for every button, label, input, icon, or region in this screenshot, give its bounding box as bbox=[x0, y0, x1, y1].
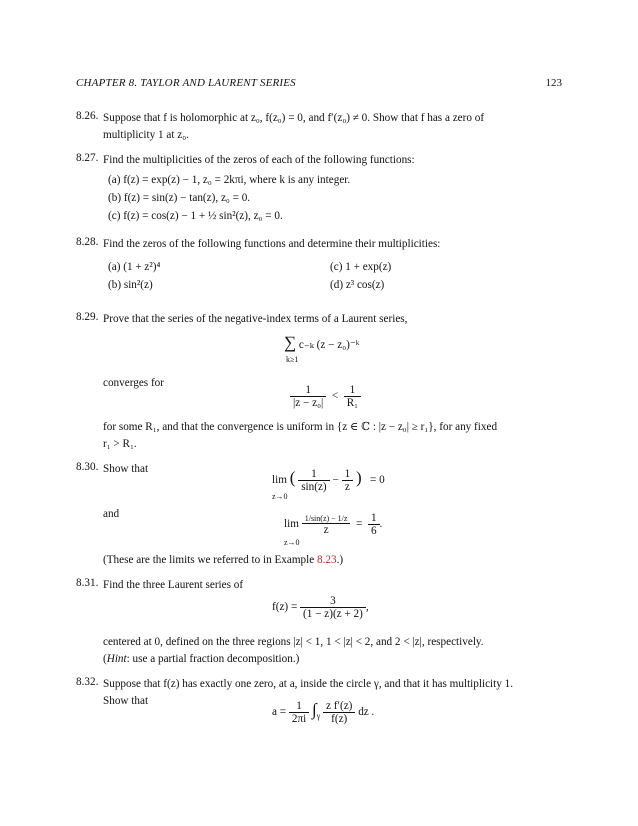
problem-8-28-col2 bbox=[330, 258, 391, 294]
fraction bbox=[289, 700, 309, 725]
problem-text: for some R₁, and that the convergence is uniform in {z ∈ ℂ : |z − z₀| ≥ r₁}, for any fixed bbox=[103, 421, 498, 433]
fraction bbox=[290, 384, 326, 409]
problem-8-31-cont bbox=[76, 634, 562, 668]
list-item: (c) 1 + exp(z) bbox=[330, 261, 392, 273]
problem-number: 8.26. bbox=[76, 110, 99, 122]
hint-text: (Hint: use a partial fraction decomposition.) bbox=[103, 653, 300, 665]
sum-symbol: ∑ bbox=[284, 333, 297, 352]
problem-text: r₁ > R₁. bbox=[103, 438, 137, 450]
hint-body: : use a partial fraction decomposition.) bbox=[126, 653, 300, 665]
numerator: 3 bbox=[300, 595, 366, 608]
fraction bbox=[342, 468, 354, 493]
limit-subscript: z→0 bbox=[284, 538, 300, 547]
period: . bbox=[379, 518, 383, 531]
problem-text: Suppose that f is holomorphic at z₀, f(z₀) = 0, and f′(z₀) ≠ 0. Show that f has a zero of bbox=[103, 112, 485, 124]
problem-8-29-cont bbox=[76, 419, 562, 453]
laurent-equation bbox=[272, 595, 369, 620]
integral-equation bbox=[272, 700, 374, 725]
problem-text: and bbox=[103, 508, 120, 520]
denominator: z bbox=[323, 523, 329, 536]
running-header bbox=[76, 77, 562, 93]
note-prefix: (These are the limits we referred to in Example bbox=[103, 554, 318, 566]
operator: < bbox=[331, 390, 339, 403]
problem-number: 8.32. bbox=[76, 676, 99, 688]
problem-8-27 bbox=[76, 152, 562, 169]
numerator: z f′(z) bbox=[323, 700, 355, 713]
fraction bbox=[368, 512, 380, 537]
problem-8-31 bbox=[76, 577, 562, 594]
limit-equation-1: lim ( $\frac{1}{\sin(z)}$ − $\frac{1}{z}$ ) = 0 bbox=[272, 468, 385, 493]
problem-text: Suppose that f(z) has exactly one zero, at a, inside the circle γ, and that it has multiplicity 1. bbox=[103, 678, 514, 690]
problem-8-28-col1 bbox=[108, 258, 160, 294]
problem-text: Show that bbox=[103, 695, 149, 707]
fraction bbox=[302, 514, 351, 536]
numerator: 1 bbox=[298, 468, 329, 481]
problem-text: Show that bbox=[103, 463, 149, 475]
problem-number: 8.30. bbox=[76, 461, 99, 473]
problem-number: 8.28. bbox=[76, 236, 99, 248]
numerator: 1 bbox=[342, 468, 354, 481]
problem-text: Prove that the series of the negative-index terms of a Laurent series, bbox=[103, 313, 408, 325]
lhs: a = bbox=[272, 706, 287, 719]
denominator: 6 bbox=[370, 525, 377, 537]
fraction bbox=[300, 595, 366, 620]
comma: , bbox=[365, 601, 369, 614]
operator: − bbox=[332, 474, 339, 487]
limit-subscript: z→0 bbox=[272, 492, 288, 501]
numerator: 1 bbox=[344, 384, 361, 397]
lim-operator: lim bbox=[272, 474, 287, 487]
denominator: (1 − z)(z + 2) bbox=[303, 608, 363, 620]
limit-equation-2 bbox=[284, 512, 382, 537]
contour-label: γ bbox=[316, 711, 321, 721]
note-suffix: .) bbox=[336, 554, 344, 566]
denominator: z bbox=[344, 481, 350, 493]
problem-number: 8.29. bbox=[76, 311, 99, 323]
page-number: 123 bbox=[545, 77, 562, 89]
list-item: (c) f(z) = cos(z) − 1 + ½ sin²(z), z₀ = 0. bbox=[108, 210, 283, 222]
fraction bbox=[323, 700, 355, 725]
lhs: f(z) = bbox=[272, 601, 298, 614]
numerator: 1/sin(z) − 1/z bbox=[302, 514, 351, 524]
denominator: R₁ bbox=[346, 397, 359, 409]
integral-symbol: ∫ bbox=[312, 700, 317, 720]
problem-text: Find the three Laurent series of bbox=[103, 579, 244, 591]
problem-text: centered at 0, defined on the three regions |z| < 1, 1 < |z| < 2, and 2 < |z|, respectively. bbox=[103, 636, 484, 648]
problem-8-29 bbox=[76, 311, 562, 328]
list-item: (d) z³ cos(z) bbox=[330, 279, 385, 291]
numerator: 1 bbox=[290, 384, 326, 397]
result: = 0 bbox=[370, 474, 385, 487]
numerator: 1 bbox=[368, 512, 380, 525]
denominator: sin(z) bbox=[301, 481, 327, 493]
series-term: c₋ₖ (z − z₀)⁻ᵏ bbox=[298, 339, 360, 351]
list-item: (a) f(z) = exp(z) − 1, z₀ = 2kπi, where k is any integer. bbox=[108, 174, 351, 186]
problem-8-27-items bbox=[108, 171, 350, 225]
problem-text: Find the zeros of the following functions and determine their multiplicities: bbox=[103, 238, 441, 250]
list-item: (b) f(z) = sin(z) − tan(z), z₀ = 0. bbox=[108, 192, 251, 204]
numerator: 1 bbox=[289, 700, 309, 713]
denominator: f(z) bbox=[331, 713, 348, 725]
lim-operator: lim bbox=[284, 518, 299, 531]
fraction bbox=[298, 468, 329, 493]
problem-text: Find the multiplicities of the zeros of each of the following functions: bbox=[103, 154, 415, 166]
denominator: 2πi bbox=[291, 713, 307, 725]
inequality bbox=[290, 384, 361, 409]
series-equation bbox=[284, 333, 359, 353]
denominator: |z − z₀| bbox=[293, 397, 324, 409]
sum-index: k≥1 bbox=[286, 355, 299, 364]
problem-text: multiplicity 1 at z₀. bbox=[103, 129, 189, 141]
problem-number: 8.27. bbox=[76, 152, 99, 164]
differential: dz . bbox=[358, 706, 375, 719]
list-item: (a) (1 + z²)⁴ bbox=[108, 261, 161, 273]
problem-number: 8.31. bbox=[76, 577, 99, 589]
problem-8-26 bbox=[76, 110, 562, 144]
fraction bbox=[344, 384, 361, 409]
example-link[interactable]: 8.23 bbox=[317, 554, 337, 566]
chapter-title: CHAPTER 8. TAYLOR AND LAURENT SERIES bbox=[76, 77, 296, 89]
operator: = bbox=[356, 518, 363, 531]
note-text bbox=[76, 552, 562, 569]
hint-label: Hint bbox=[106, 653, 127, 665]
problem-8-28 bbox=[76, 236, 562, 253]
list-item: (b) sin²(z) bbox=[108, 279, 153, 291]
problem-text: converges for bbox=[103, 377, 164, 389]
